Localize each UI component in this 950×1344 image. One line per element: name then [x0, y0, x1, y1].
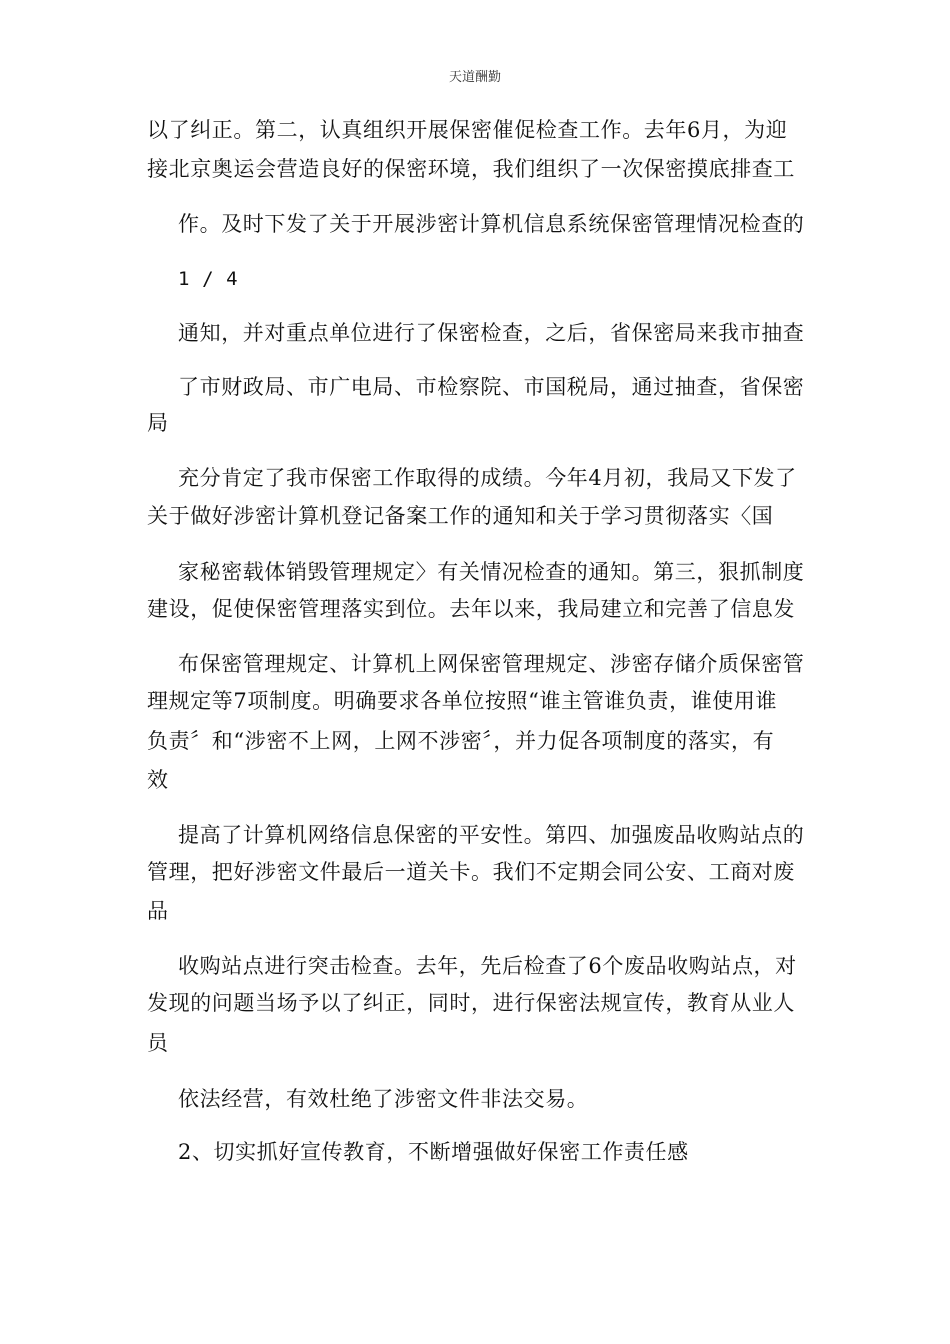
body-line: 家秘密载体销毁管理规定〉有关情况检查的通知。第三，狠抓制度	[178, 560, 805, 584]
body-line: 充分肯定了我市保密工作取得的成绩。今年4月初，我局又下发了	[178, 466, 797, 490]
section-heading: 2、切实抓好宣传教育，不断增强做好保密工作责任感	[178, 1140, 689, 1164]
body-line: 通知，并对重点单位进行了保密检查，之后，省保密局来我市抽查	[178, 321, 805, 345]
body-line: 员	[147, 1031, 169, 1055]
body-line: 接北京奥运会营造良好的保密环境，我们组织了一次保密摸底排查工	[147, 157, 795, 181]
body-line: 关于做好涉密计算机登记备案工作的通知和关于学习贯彻落实〈国	[147, 504, 774, 528]
body-line: 发现的问题当场予以了纠正，同时，进行保密法规宣传，教育从业人	[147, 991, 795, 1015]
page-number: 1 / 4	[178, 268, 239, 290]
body-line: 布保密管理规定、计算机上网保密管理规定、涉密存储介质保密管	[178, 652, 805, 676]
body-line: 以了纠正。第二，认真组织开展保密催促检查工作。去年6月，为迎	[147, 118, 788, 142]
body-line: 理规定等7项制度。明确要求各单位按照“谁主管谁负责，谁使用谁	[147, 689, 778, 713]
page-header: 天道酬勤	[448, 70, 501, 85]
body-line: 负责〞和“涉密不上网，上网不涉密〞，并力促各项制度的落实，有	[147, 729, 775, 753]
body-line: 了市财政局、市广电局、市检察院、市国税局，通过抽查，省保密	[178, 375, 805, 399]
body-line: 收购站点进行突击检查。去年，先后检查了6个废品收购站点，对	[178, 954, 797, 978]
body-line: 效	[147, 768, 169, 792]
body-line: 提高了计算机网络信息保密的平安性。第四、加强废品收购站点的	[178, 823, 805, 847]
body-line: 管理，把好涉密文件最后一道关卡。我们不定期会同公安、工商对废	[147, 860, 795, 884]
body-line: 作。及时下发了关于开展涉密计算机信息系统保密管理情况检查的	[178, 212, 805, 236]
body-line: 品	[147, 899, 169, 923]
body-line: 局	[147, 411, 169, 435]
body-line: 建设，促使保密管理落实到位。去年以来，我局建立和完善了信息发	[147, 597, 795, 621]
body-line: 依法经营，有效杜绝了涉密文件非法交易。	[178, 1087, 589, 1111]
